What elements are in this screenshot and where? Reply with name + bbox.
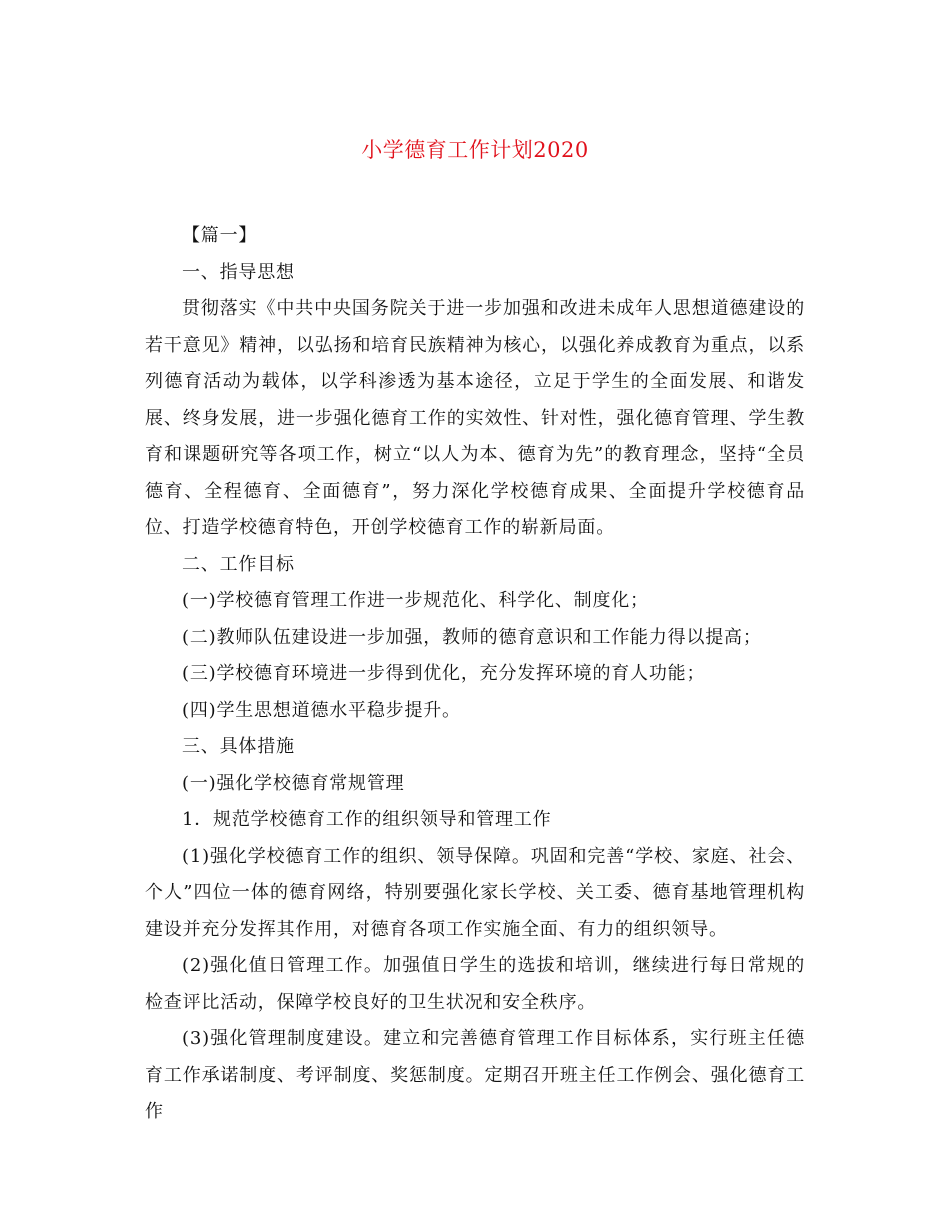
- section-heading-part-one: 【篇一】: [182, 225, 258, 246]
- document-body: [145, 218, 805, 1131]
- goal-item-3: (三)学校德育环境进一步得到优化，充分发挥环境的育人功能；: [182, 663, 706, 684]
- measure-item-heading-1: 1．规范学校德育工作的组织领导和管理工作: [182, 809, 552, 830]
- measure-paragraph-2: (2)强化值日管理工作。加强值日学生的选拔和培训，继续进行每日常规的检查评比活动，保障学校良好的卫生状况和安全秩序。: [145, 955, 805, 1013]
- paragraph-guiding-ideology: 贯彻落实《中共中央国务院关于进一步加强和改进未成年人思想道德建设的若干意见》精神，以弘扬和培育民族精神为核心，以强化养成教育为重点，以系列德育活动为载体，以学科渗透为基本途径，立足于学生的全面发展、和谐发展、终身发展，进一步强化德育工作的实效性、针对性，强化德育管理、学生教育和课题研究等各项工作，树立“以人为本、德育为先”的教育理念，坚持“全员德育、全程德育、全面德育”，努力深化学校德育成果、全面提升学校德育品位、打造学校德育特色，开创学校德育工作的崭新局面。: [145, 298, 805, 538]
- section-heading-work-goals: 二、工作目标: [182, 553, 295, 575]
- section-heading-measures: 三、具体措施: [182, 736, 295, 757]
- document-title: 小学德育工作计划2020: [361, 138, 589, 162]
- goal-item-2: (二)教师队伍建设进一步加强，教师的德育意识和工作能力得以提高；: [182, 626, 762, 648]
- goal-item-4: (四)学生思想道德水平稳步提升。: [182, 699, 461, 721]
- measure-paragraph-3: (3)强化管理制度建设。建立和完善德育管理工作目标体系，实行班主任德育工作承诺制度、考评制度、奖惩制度。定期召开班主任工作例会、强化德育工作: [145, 1028, 805, 1122]
- section-heading-guiding-ideology: 一、指导思想: [182, 261, 295, 283]
- measure-subheading-1: (一)强化学校德育常规管理: [182, 772, 405, 794]
- measure-paragraph-1: (1)强化学校德育工作的组织、领导保障。巩固和完善“学校、家庭、社会、个人”四位一体的德育网络，特别要强化家长学校、关工委、德育基地管理机构建设并充分发挥其作用，对德育各项工作实施全面、有力的组织领导。: [145, 845, 805, 940]
- goal-item-1: (一)学校德育管理工作进一步规范化、科学化、制度化；: [182, 590, 649, 611]
